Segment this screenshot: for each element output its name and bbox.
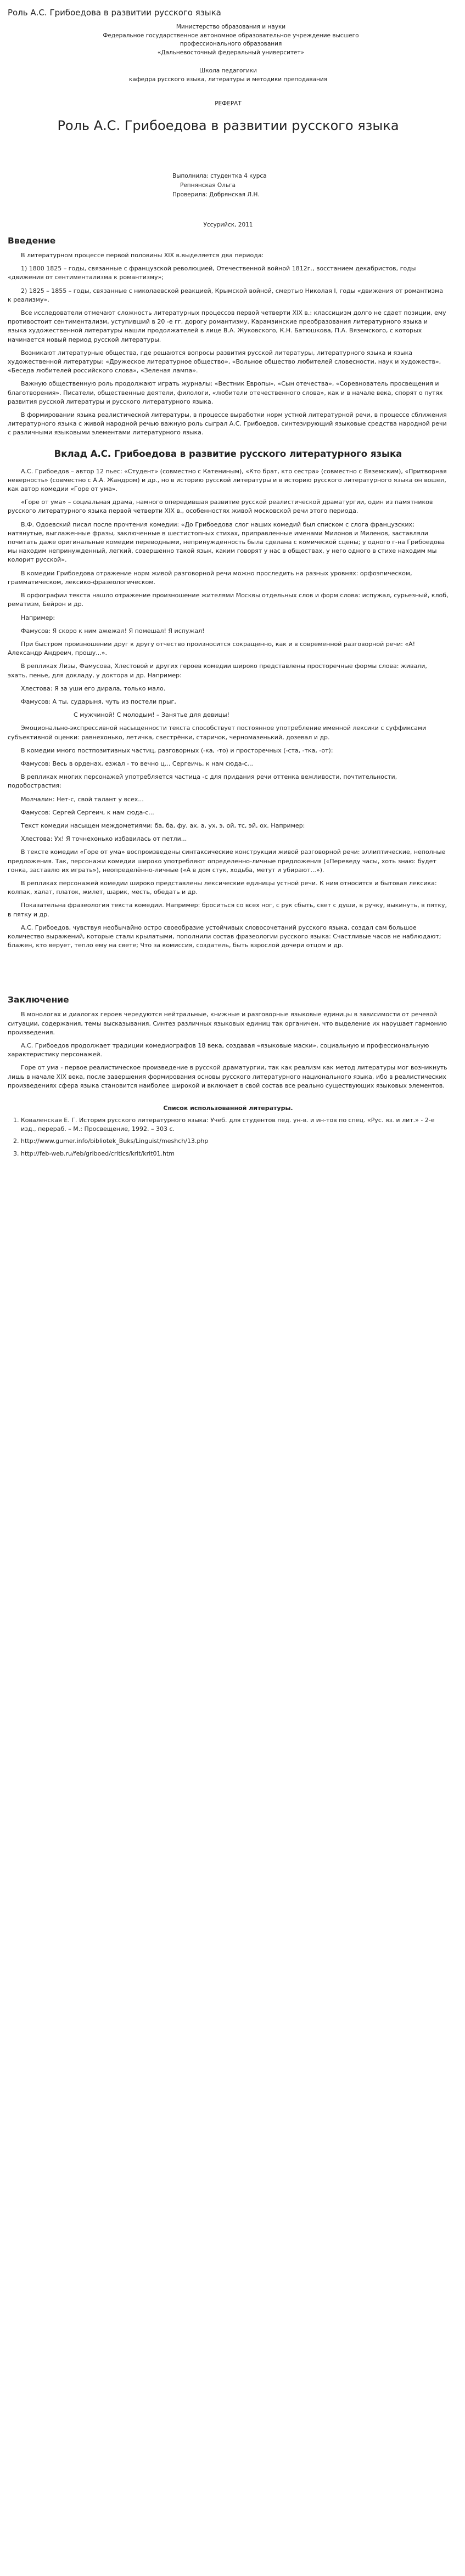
performers-block [172,172,449,200]
spacer [8,954,449,987]
referat-label: РЕФЕРАТ [215,100,242,107]
quote: Хлестова: Ух! Я точнехонько избавилась от петли... [21,835,187,843]
main-title: Роль А.С. Грибоедова в развитии русского языка [57,118,399,133]
paragraph: В тексте комедии «Горе от ума» воспроизведены синтаксические конструкции живой разговорной речи: эллиптические, неполные предложения. Так, персонажи комедии широко употребляют определенно-личные предложения («Переведу часы, хоть знаю: будет гонка, заставлю их играть»), неопределённо-личные («А в дом стук, ходьба, метут и убирают...»). [8,848,446,874]
quote: Молчалин: Нет-с, свой талант у всех... [21,795,144,803]
paragraph: Все исследователи отмечают сложность литературных процессов первой четверти XIX в.: классицизм долго не сдает позиции, ему противостоит сентиментализм, уступивший в 20 -е гг. дорогу романтизму. Карамзинские преобразования литературного языка и языка художественной литературы нашли продолжателей в лице В.А. Жуковского, К.Н. Батюшкова, П.А. Вяземского, с которых начинается новый период русской литературы. [8,309,446,343]
quote: Фамусов: Весь в орденах, езжал - то вечно ц... Сергеичь, к нам сюда-с... [21,760,253,767]
title-page-header [8,23,449,57]
quote: Фамусов: Я скоро к ним ажежал! Я помешал! Я испужал! [21,627,205,635]
intro-heading: Введение [8,236,56,246]
paragraph: А.С. Грибоедов – автор 12 пьес: «Студент» (совместно с Катениным), «Кто брат, кто сестра» (совместно с Вяземским), «Притворная неверность» (совместно с А.А. Жандром) и др., но в историю русской литературы и в историю русского литературного языка он вошел, как автор комедии «Горе от ума». [8,467,447,493]
paragraph: В репликах персонажей комедии широко представлены лексические единицы устной речи. К ним относится и бытовая лексика: колпак, халат, платок, жилет, шарик, месть, обедать и др. [8,879,437,896]
paragraph: В.Ф. Одоевский писал после прочтения комедии: «До Грибоедова слог наших комедий был списком с слога французских; натянутые, выглаженные фразы, заключенные в шестистопных стихах, приправленные именами Милонов и Миленов, заставляли почитать даже оригинальные комедии переводными, непринужденность была сделана с комической сцены; у одного г-на Грибоедова мы находим непринужденный, легкий, совершенно такой язык, каким говорят у нас в обществах, у него одного в стихе находим мы колорит русской». [8,520,445,564]
contribution-heading: Вклад А.С. Грибоедова в развитие русского литературного языка [54,448,402,459]
conclusion-heading: Заключение [8,995,69,1005]
paragraph: «Горе от ума» – социальная драма, намного опередившая развитие русской реалистической драматургии, один из памятников русского литературного языка первой четверти XIX в., особенностях живой московской речи этого периода. [8,499,433,515]
university-name: «Дальневосточный федеральный университет» [157,49,305,56]
quote: С мужчиной! С молодым! – Занятье для девицы! [74,711,230,719]
paragraph: Например: [21,614,55,621]
paragraph: В формировании языка реалистической литературы, в процессе выработки норм устной литературной речи, в процессе сближения литературного языка с живой народной речью важную роль сыграл А.С. Грибоедов, синтезирующий языковые средства народной речи с различными языковыми элементами литературного языка. [8,411,447,437]
paragraph: Показательна фразеология текста комедии. Например: броситься со всех ног, с рук сбыть, свет с души, в ручку, выкинуть, в пятку, в пятку и др. [8,902,447,918]
paragraph: Горе от ума - первое реалистическое произведение в русской драматургии, так как реализм как метод литературы мог возникнуть лишь в начале XIX века, после завершения формирования основы русского литературного национального языка, ибо в реалистических произведениях сфера языка становится наиболее широкой и включает в свой состав все реально существующих языковых элементов. [8,1064,447,1089]
paragraph: Возникают литературные общества, где решаются вопросы развития русской литературы, литературного языка и языка художественной литературы: «Дружеское литературное общество», «Вольное общество любителей словесности, наук и художеств», «Беседа любителей российского слова», «Зеленая лампа». [8,349,441,375]
checker-line: Проверила: Добрянская Л.Н. [172,191,260,198]
paragraph: А.С. Грибоедов продолжает традиции комедиографов 18 века, создавая «языковые маски», социальную и профессиональную характеристику персонажей. [8,1042,429,1058]
performer-line: Выполнила: студентка 4 курса [172,173,267,179]
paragraph: Важную общественную роль продолжают играть журналы: «Вестник Европы», «Сын отечества», «Соревнователь просвещения и благотворения». Писатели, общественные деятели, филологи, «любители отечественного слова», как и в начале века, спорят о путях развития русской литературы и русского литературного языка. [8,380,443,405]
reference-item: 3. http://feb-web.ru/feb/griboed/critics/krit/krit01.htm [21,1150,449,1158]
paragraph: В литературном процессе первой половины XIX в.выделяется два периода: [21,252,264,259]
paragraph: В комедии Грибоедова отражение норм живой разговорной речи можно проследить на разных уровнях: орфоэпическом, грамматическом, лексико-фразеологическом. [8,569,412,586]
school-name: Школа педагогики [199,67,257,74]
paragraph: В репликах многих персонажей употребляется частица -с для придания речи оттенка вежливости, почтительности, подобострастия: [8,773,397,790]
school-block [8,67,449,84]
reference-item: 1. Коваленская Е. Г. История русского литературного языка: Учеб. для студентов пед. ун-в. и ин-тов по спец. «Рус. яз. и лит.» - 2-е изд., перераб. – М.: Просвещение, 1992. – 303 с. [21,1116,449,1134]
paragraph: 1) 1800 1825 – годы, связанные с французской революцией, Отечественной войной 1812г., восстанием декабристов, годы «движения от сентиментализма к романтизму»; [8,265,416,281]
quote: Фамусов: А ты, сударыня, чуть из постели прыг, [21,698,176,705]
paragraph: Эмоционально-экспрессивной насыщенности текста способствует постоянное употребление именной лексики с суффиксами субъективной оценки: равнехонько, летичка, свестрёнки, старичок, черномазенький, дозевал и др. [8,724,427,741]
quote: Хлестова: Я за уши его дирала, только мало. [21,684,166,692]
paragraph: При быстром произношении друг к другу отчество произносится сокращенно, как и в современной разговорной речи: «А! Александр Андреич, прошу...». [8,640,416,657]
institution-line: Федеральное государственное автономное образовательное учреждение высшего [103,32,359,39]
department-name: кафедра русского языка, литературы и методики преподавания [128,76,328,83]
references-heading: Список использованной литературы. [163,1105,293,1112]
quote: Фамусов: Сергей Сергеич, к нам сюда-с... [21,808,154,816]
document-page [0,0,465,1184]
document-title: Роль А.С. Грибоедова в развитии русского языка [8,8,221,18]
paragraph: 2) 1825 – 1855 – годы, связанные с николаевской реакцией, Крымской войной, смертью Николая I, годы «движения от романтизма к реализму». [8,287,444,303]
paragraph: В комедии много постпозитивных частиц, разговорных (-ка, -то) и просторечных (-ста, -тка, -от): [21,746,333,754]
references-list [8,1116,449,1158]
ministry-line: Министерство образования и науки [176,24,286,30]
paragraph: В монологах и диалогах героев чередуются нейтральные, книжные и разговорные языковые единицы в зависимости от речевой ситуации, содержания, темы высказывания. Синтез различных языковых единиц так органичен, что выделение их нарушает гармонию произведения. [8,1011,447,1036]
city-year: Уссурийск, 2011 [203,222,253,228]
reference-item: 2. http://www.gumer.info/bibliotek_Buks/Linguist/meshch/13.php [21,1137,449,1146]
paragraph: В орфографии текста нашло отражение произношение жителями Москвы отдельных слов и форм слова: испужал, сурьезный, клоб, рематизм, Бейрон и др. [8,592,449,608]
paragraph: А.С. Грибоедов, чувствуя необычайно остро своеобразие устойчивых словосочетаний русского языка, создал сам большое количество выражений, которые стали крылатыми, пополнили состав фразеологии русского языка: Счастливые часов не наблюдают; блажен, кто верует, тепло ему на свете; Что за комиссия, создатель, быть взрослой дочери отцом и др. [8,924,441,949]
paragraph: В репликах Лизы, Фамусова, Хлестовой и других героев комедии широко представлены просторечные формы слова: живали, эхать, пенье, для докладу, у доктора и др. Например: [8,663,427,679]
institution-line: профессионального образования [180,41,282,47]
paragraph: Текст комедии насыщен междометиями: ба, ба, фу, ах, а, ух, э, ой, тс, эй, ох. Например: [21,822,305,829]
performer-name: Репнянская Ольга [180,182,236,189]
